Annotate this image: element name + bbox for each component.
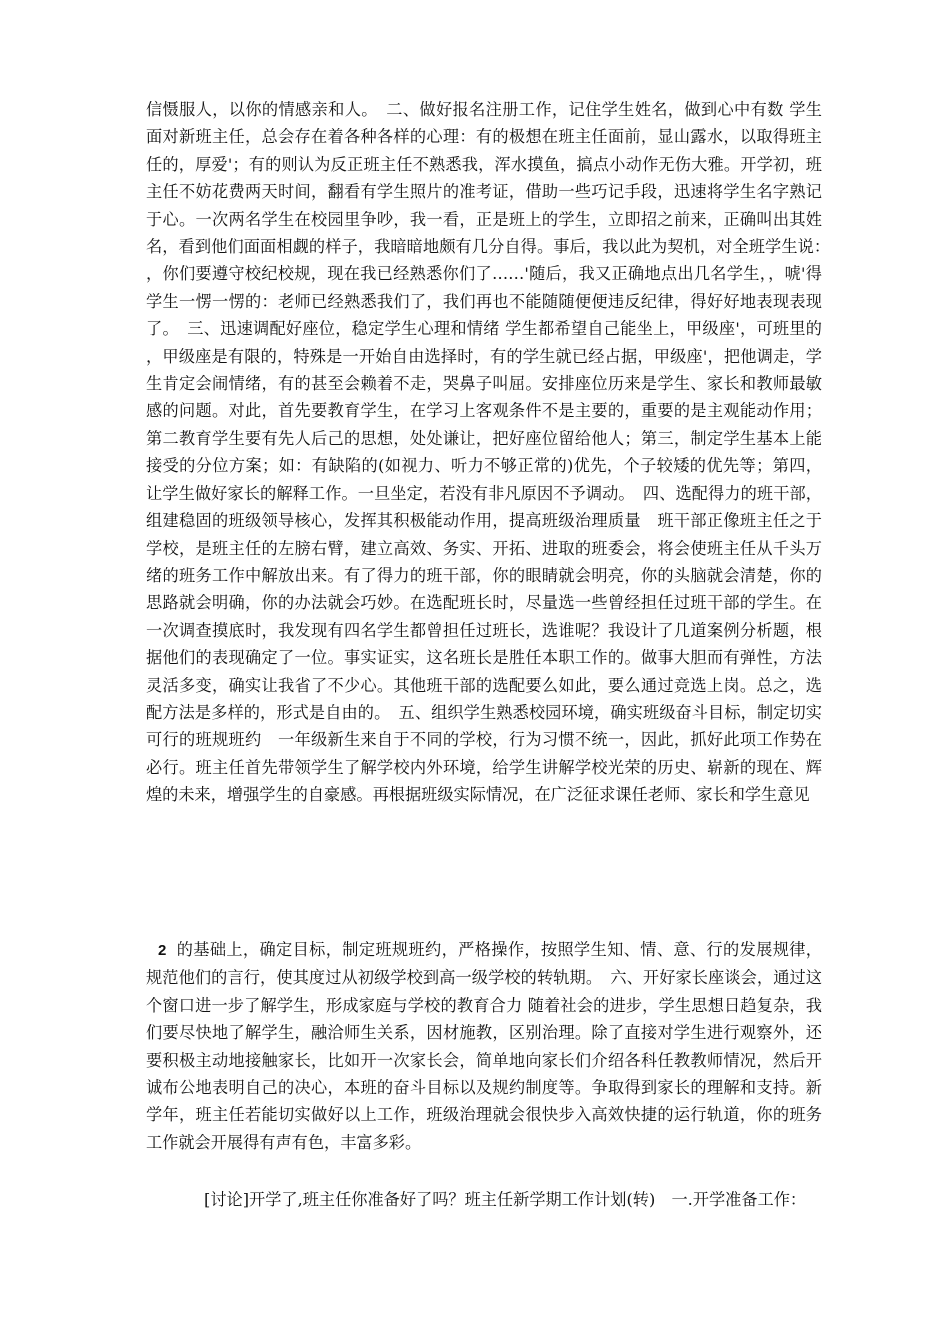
page-number: 2 [158,942,167,959]
body-paragraph-2 [146,936,822,1156]
body-paragraph-1: 信慑服人，以你的情感亲和人。 二、做好报名注册工作，记住学生姓名，做到心中有数 学生面对新班主任，总会存在着各种各样的心理：有的极想在班主任面前，显山露水，以取得班主任的，厚爱'；有的则认为反正班主任不熟悉我，浑水摸鱼，搞点小动作无伤大雅。开学初，班主任不妨花费两天时间，翻看有学生照片的准考证，借助一些巧记手段，迅速将学生名字熟记于心。一次两名学生在校园里争吵，我一看，正是班上的学生，立即招之前来，正确叫出其姓名，看到他们面面相觑的样子，我暗暗地颇有几分自得。事后，我以此为契机，对全班学生说：，你们要遵守校纪校规，现在我已经熟悉你们了……'随后，我又正确地点出几名学生，，唬'得学生一愣一愣的：老师已经熟悉我们了，我们再也不能随随便便违反纪律，得好好地表现表现了。 三、迅速调配好座位，稳定学生心理和情绪 学生都希望自己能坐上，甲级座'，可班里的，甲级座是有限的，特殊是一开始自由选择时，有的学生就已经占据，甲级座'，把他调走，学生肯定会闹情绪，有的甚至会赖着不走，哭鼻子叫屈。安排座位历来是学生、家长和教师最敏感的问题。对此，首先要教育学生，在学习上客观条件不是主要的，重要的是主观能动作用；第二教育学生要有先人后己的思想，处处谦让，把好座位留给他人；第三，制定学生基本上能接受的分位方案；如：有缺陷的(如视力、听力不够正常的)优先，个子较矮的优先等；第四，让学生做好家长的解释工作。一旦坐定，若没有非凡原因不予调动。 四、选配得力的班干部，组建稳固的班级领导核心，发挥其积极能动作用，提高班级治理质量 班干部正像班主任之于学校，是班主任的左膀右臂，建立高效、务实、开拓、进取的班委会，将会使班主任从千头万绪的班务工作中解放出来。有了得力的班干部，你的眼睛就会明亮，你的头脑就会清楚，你的思路就会明确，你的办法就会巧妙。在选配班长时，尽量选一些曾经担任过班干部的学生。在一次调查摸底时，我发现有四名学生都曾担任过班长，选谁呢？我设计了几道案例分析题，根据他们的表现确定了一位。事实证实，这名班长是胜任本职工作的。做事大胆而有弹性，方法灵活多变，确实让我省了不少心。其他班干部的选配要么如此，要么通过竞选上岗。总之，选配方法是多样的，形式是自由的。 五、组织学生熟悉校园环境，确实班级奋斗目标，制定切实可行的班规班约 一年级新生来自于不同的学校，行为习惯不统一，因此，抓好此项工作势在必行。班主任首先带领学生了解学校内外环境，给学生讲解学校光荣的历史、崭新的现在、辉煌的未来，增强学生的自豪感。再根据班级实际情况，在广泛征求课任老师、家长和学生意见 [146,100,822,805]
body-paragraph-2-text: 的基础上，确定目标，制定班规班约，严格操作，按照学生知、情、意、行的发展规律，规范他们的言行，使其度过从初级学校到高一级学校的转轨期。 六、开好家长座谈会，通过这个窗口进一步了解学生，形成家庭与学校的教育合力 随着社会的进步，学生思想日趋复杂，我们要尽快地了解学生，融洽师生关系，因材施教，区别治理。除了直接对学生进行观察外，还要积极主动地接触家长，比如开一次家长会，简单地向家长们介绍各科任教教师情况，然后开诚布公地表明自己的决心，本班的奋斗目标以及规约制度等。争取得到家长的理解和支持。新学年，班主任若能切实做好以上工作，班级治理就会很快步入高效快捷的运行轨道，你的班务工作就会开展得有声有色，丰富多彩。 [146,940,822,1152]
body-paragraph-3: [讨论]开学了,班主任你准备好了吗？班主任新学期工作计划(转) 一.开学准备工作： [204,1190,807,1209]
